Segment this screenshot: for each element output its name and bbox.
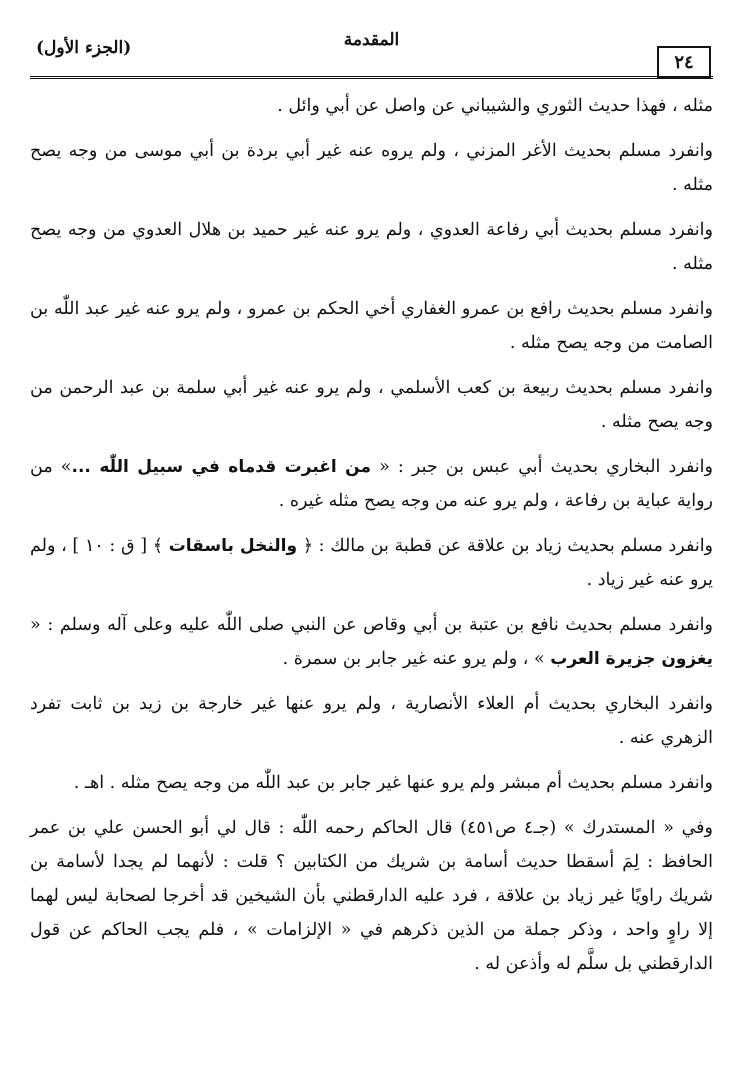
hadith-quote: يغزون جزيرة العرب [550, 649, 713, 669]
paragraph [30, 529, 713, 597]
paragraph-text: » من رواية عباية بن رفاعة ، ولم يرو عنه من وجه يصح مثله غيره . [30, 457, 713, 511]
paragraph [30, 450, 713, 518]
paragraph: وانفرد مسلم بحديث ربيعة بن كعب الأسلمي ، ولم يرو عنه غير أبي سلمة بن عبد الرحمن من وجه يصح مثله . [30, 378, 713, 432]
paragraph-text: وانفرد مسلم بحديث زياد بن علاقة عن قطبة بن مالك : ﴿ [297, 536, 714, 556]
paragraph: وانفرد البخاري بحديث أم العلاء الأنصارية ، ولم يرو عنها غير خارجة بن زيد بن ثابت تفرد الزهري عنه . [30, 694, 713, 748]
page-header [30, 26, 713, 79]
paragraph-text: ﴾ [ ق : ١٠ ] ، ولم يرو عنه غير زياد . [30, 536, 713, 590]
paragraph-text: وانفرد مسلم بحديث نافع بن عتبة بن أبي وقاص عن النبي صلى اللّٰه عليه وعلى آله وسلم : « [30, 615, 713, 635]
volume-label: (الجزء الأول) [36, 38, 132, 58]
paragraph: وانفرد مسلم بحديث أبي رفاعة العدوي ، ولم يرو عنه غير حميد بن هلال العدوي من وجه يصح مثله . [30, 220, 713, 274]
paragraph-text: وانفرد البخاري بحديث أبي عبس بن جبر : « [370, 457, 713, 477]
paragraph: مثله ، فهذا حديث الثوري والشيباني عن واصل عن أبي وائل . [277, 96, 713, 116]
page-body [30, 79, 713, 981]
quran-quote: والنخل باسقات [168, 536, 298, 556]
paragraph: وانفرد مسلم بحديث رافع بن عمرو الغفاري أخي الحكم بن عمرو ، ولم يرو عنه غير عبد اللّٰه بن الصامت من وجه يصح مثله . [30, 299, 713, 353]
paragraph [30, 608, 713, 676]
paragraph-text: » ، ولم يرو عنه غير جابر بن سمرة . [282, 649, 551, 669]
paragraph: وانفرد مسلم بحديث الأغر المزني ، ولم يروه عنه غير أبي بردة بن أبي موسى من وجه يصح مثله . [30, 141, 713, 195]
hadith-quote: من اغبرت قدماه في سبيل اللّٰه ... [71, 457, 371, 477]
paragraph: وفي « المستدرك » (جـ٤ ص٤٥١) قال الحاكم رحمه اللّٰه : قال لي أبو الحسن علي بن عمر الحافظ : لِمَ أسقطا حديث أسامة بن شريك من الكتابين ؟ قلت : لأنهما لم يجدا لأسامة بن شريك راويًا غير زياد بن علاقة ، فرد عليه الدارقطني بأن الشيخين قد أخرجا لصحابة ليس لهما إلا راوٍ واحد ، وذكر جملة من الذين ذكرهم في « الإلزامات » ، فلم يجب الحاكم عن قول الدارقطني بل سلَّم له وأذعن له . [30, 818, 713, 974]
paragraph: وانفرد مسلم بحديث أم مبشر ولم يرو عنها غير جابر بن عبد اللّٰه من وجه يصح مثله . اهـ . [73, 773, 713, 793]
page-number: ٢٤ [657, 46, 711, 78]
section-title: المقدمة [343, 30, 400, 50]
